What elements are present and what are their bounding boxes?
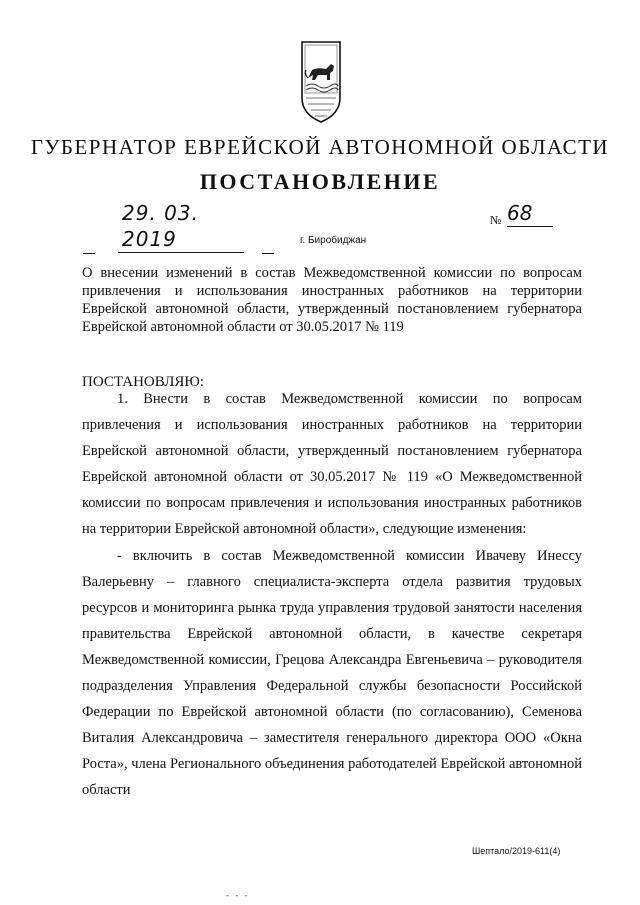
- governor-title: ГУБЕРНАТОР ЕВРЕЙСКОЙ АВТОНОМНОЙ ОБЛАСТИ: [30, 135, 610, 159]
- executor-reference: Шептало/2019-611(4): [472, 846, 561, 856]
- document-body: [82, 386, 582, 804]
- city-name: г. Биробиджан: [300, 235, 367, 246]
- handwritten-date: 29. 03. 2019: [118, 200, 244, 253]
- body-paragraph: - включить в состав Межведомственной комиссии Ивачеву Инессу Валерьевну – главного специалиста-эксперта отдела развития трудовых ресурсов и мониторинга рынка труда управления трудовой занятости населения правительства Еврейской автономной области, в качестве секретаря Межведомственной комиссии, Грецова Александра Евгеньевича – руководителя подразделения Управления Федеральной службы безопасности Российской Федерации по Еврейской автономной области (по согласованию), Семенова Виталия Александровича – заместителя генерального директора ООО «Окна Роста», члена Регионального объединения работодателей Еврейской автономной области: [82, 547, 582, 799]
- body-paragraph: 1. Внести в состав Межведомственной комиссии по вопросам привлечения и использования иностранных работников на территории Еврейской автономной области, утвержденный постановлением губернатора Еврейской автономной области от 30.05.2017 № 119 «О Межведомственной комиссии по вопросам привлечения и использования иностранных работников на территории Еврейской автономной области», следующие изменения:: [82, 391, 582, 538]
- coat-of-arms-emblem: [300, 40, 342, 124]
- number-prefix: №: [490, 213, 502, 227]
- page-marks: - - -: [226, 890, 250, 900]
- decree-keyword: ПОСТАНОВЛЯЮ:: [82, 374, 204, 390]
- document-type-title: ПОСТАНОВЛЕНИЕ: [199, 169, 441, 194]
- document-subject: О внесении изменений в состав Межведомственной комиссии по вопросам привлечения и использования иностранных работников на территории Еврейской автономной области, утвержденный постановлением губернатора Еврейской автономной области от 30.05.2017 № 119: [82, 265, 582, 335]
- handwritten-document-number: 68: [507, 200, 553, 227]
- subject-corner-mark-left: [83, 253, 95, 254]
- subject-corner-mark-right: [262, 253, 274, 254]
